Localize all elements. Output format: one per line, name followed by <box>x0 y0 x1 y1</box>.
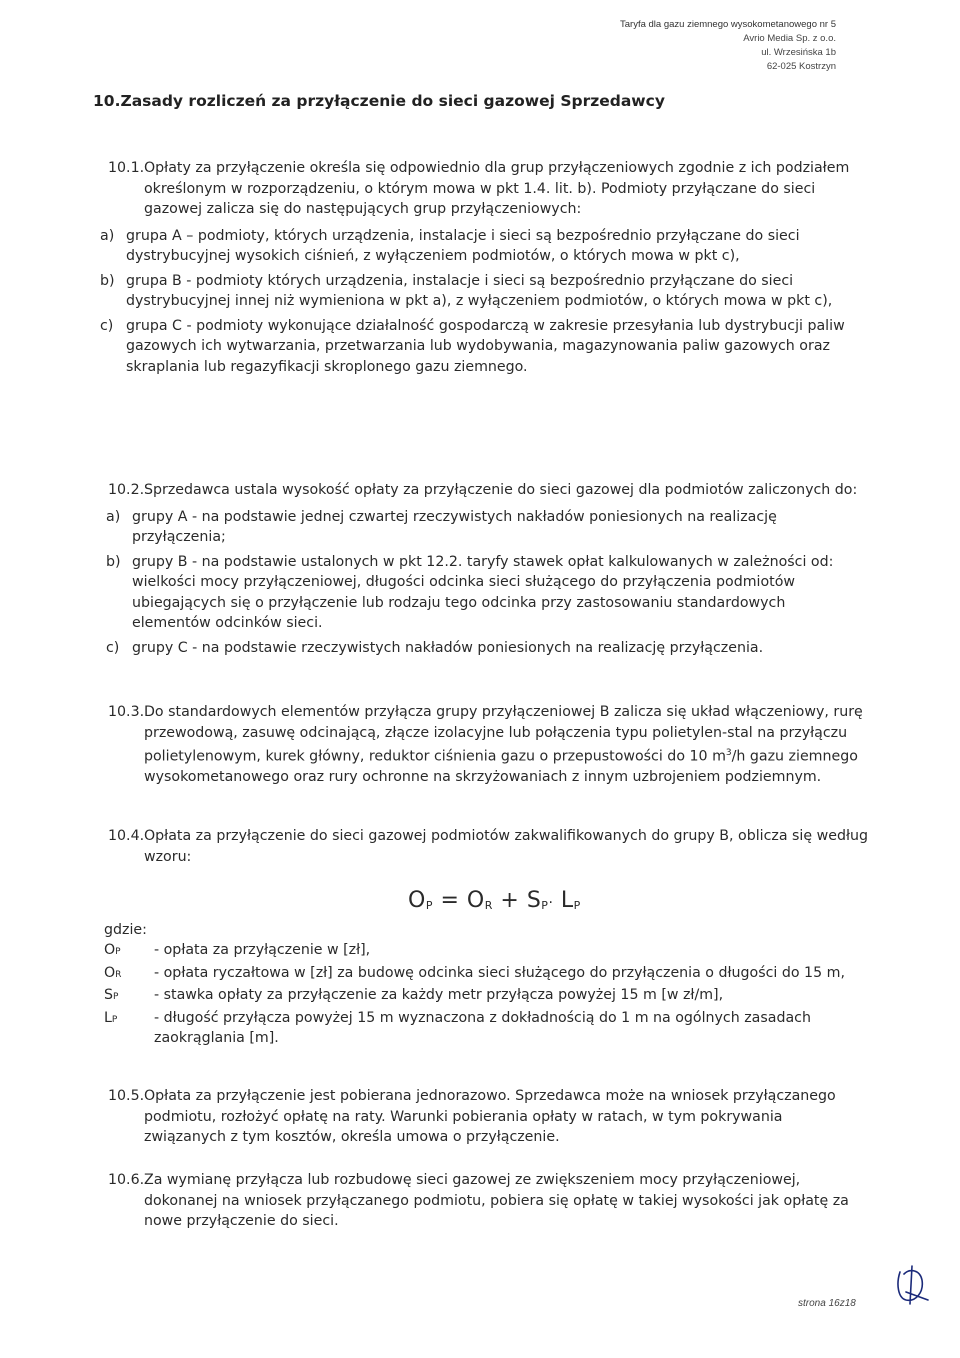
definition-item <box>104 963 874 984</box>
list-item <box>100 316 868 378</box>
formula-plus: + <box>500 888 520 913</box>
header-tariff-title: Taryfa dla gazu ziemnego wysokometanowego nr 5 <box>620 19 836 30</box>
formula-or: O <box>466 888 485 913</box>
list-item-label: a) <box>106 508 121 525</box>
section-number: 10.1. <box>108 160 145 176</box>
list-item-text: grupa A – podmioty, których urządzenia, instalacje i sieci są bezpośrednio przyłączane do sieci dystrybucyjnej wysokich ciśnień, z wyłączeniem podmiotów, o których mowa w pkt c), <box>126 227 800 264</box>
formula-op: O <box>408 888 426 913</box>
list-item-text: grupy B - na podstawie ustalonych w pkt 12.2. taryfy stawek opłat kalkulowanych w zależności od: wielkości mocy przyłączeniowej, długości odcinka sieci służącego do przyłączenia podmiotów ubiegających się o przyłączenie lub rodzaju tego odcinka przy zastosowaniu standardowych elementów odcinków sieci. <box>132 553 834 631</box>
definition-item <box>104 940 874 961</box>
formula-subscript: R <box>484 899 493 912</box>
page-header <box>620 18 836 74</box>
section-text-part: /h gazu ziemnego wysokometanowego oraz rury ochronne na skrzyżowaniach z innym uzbrojeniem podziemnym. <box>144 748 858 786</box>
list-item-text: grupa B - podmioty których urządzenia, instalacje i sieci są bezpośrednio przyłączane do sieci dystrybucyjnej innej niż wymieniona w pkt a), z wyłączeniem podmiotów, o których mowa w pkt c), <box>126 272 833 309</box>
list-item-label: c) <box>106 639 120 656</box>
formula-subscript: P <box>573 899 581 912</box>
list-item-label: c) <box>100 317 114 334</box>
definition-symbol: OR <box>104 964 122 981</box>
where-label: gdzie: <box>104 922 147 938</box>
list-item-text: grupa C - podmioty wykonujące działalność gospodarczą w zakresie przesyłania lub dystrybucji paliw gazowych ich wytwarzania, przetwarzania lub wydobywania, magazynowania paliw gazowych oraz skraplania lub regazyfikacji skroplonego gazu ziemnego. <box>126 317 845 375</box>
section-text-part: Do standardowych elementów przyłącza grupy przyłączeniowej B zalicza się układ włączeniowy, rurę przewodową, zasuwę odcinającą, złącze izolacyjne lub połączenia typu polietylen-stal na przyłączu polietylenowym, kurek główny, reduktor ciśnienia gazu o przepustowości do 10 m <box>144 704 863 765</box>
definition-text: - długość przyłącza powyżej 15 m wyznaczona z dokładnością do 1 m na ogólnych zasadach zaokrąglania [m]. <box>154 1009 811 1046</box>
formula-subscript: P <box>541 899 549 912</box>
definitions-list <box>104 940 874 1051</box>
section-10-1 <box>100 158 868 381</box>
section-text: Opłata za przyłączenie jest pobierana jednorazowo. Sprzedawca może na wniosek przyłączanego podmiotu, rozłożyć opłatę na raty. Warunki pobierania opłaty w ratach, w tym pokrywania związanych z tym kosztów, określa umowa o przyłączenie. <box>144 1088 836 1145</box>
header-postal-city: 62-025 Kostrzyn <box>766 61 836 72</box>
section-text: Opłaty za przyłączenie określa się odpowiednio dla grup przyłączeniowych zgodnie z ich podziałem określonym w rozporządzeniu, o którym mowa w pkt 1.4. lit. b). Podmioty przyłączane do sieci gazowej zalicza się do następujących grup przyłączeniowych: <box>144 160 850 217</box>
list-item-label: b) <box>100 272 115 289</box>
definition-text: - opłata za przyłączenie w [zł], <box>154 942 371 958</box>
section-text: Sprzedawca ustala wysokość opłaty za przyłączenie do sieci gazowej dla podmiotów zaliczonych do: <box>144 482 858 498</box>
list-item <box>100 226 868 267</box>
section-text <box>144 702 868 788</box>
section-number: 10.4. <box>108 828 145 844</box>
definition-symbol: SP <box>104 987 119 1003</box>
definition-item <box>104 1008 874 1049</box>
list-item-text: grupy C - na podstawie rzeczywistych nakładów poniesionych na realizację przyłączenia. <box>132 639 764 656</box>
formula <box>408 888 581 913</box>
list-item <box>100 271 868 312</box>
section-10-3 <box>108 702 868 788</box>
definition-symbol: LP <box>104 1009 118 1026</box>
definition-text: - stawka opłaty za przyłączenie za każdy metr przyłącza powyżej 15 m [w zł/m], <box>154 987 724 1003</box>
section-number: 10.5. <box>108 1088 145 1104</box>
list-item-text: grupy A - na podstawie jednej czwartej rzeczywistych nakładów poniesionych na realizację przyłączenia; <box>132 508 777 545</box>
section-10-5 <box>108 1086 868 1148</box>
formula-sp: S <box>526 888 542 913</box>
page-number: strona 16z18 <box>798 1298 856 1309</box>
list-item <box>106 552 868 634</box>
definition-text: - opłata ryczałtowa w [zł] za budowę odcinka sieci służącego do przyłączenia o długości do 15 m, <box>154 964 845 981</box>
list-item <box>106 638 868 659</box>
header-street: ul. Wrzesińska 1b <box>761 47 836 58</box>
superscript: 3 <box>725 748 732 758</box>
header-company-name: Avrio Media Sp. z o.o. <box>743 33 836 44</box>
definition-symbol: OP <box>104 942 121 958</box>
section-text: Za wymianę przyłącza lub rozbudowę sieci gazowej ze zwiększeniem mocy przyłączeniowej, dokonanej na wniosek przyłączanego podmiotu, pobiera się opłatę w takiej wysokości jak opłatę za nowe przyłączenie do sieci. <box>144 1172 849 1229</box>
formula-dot: · <box>548 895 554 911</box>
formula-subscript: P <box>425 899 433 912</box>
formula-lp: L <box>560 888 574 913</box>
section-10-4 <box>108 826 868 867</box>
signature-icon <box>892 1262 932 1306</box>
section-text: Opłata za przyłączenie do sieci gazowej podmiotów zakwalifikowanych do grupy B, oblicza się według wzoru: <box>144 828 868 865</box>
section-number: 10.3. <box>108 704 145 720</box>
section-10-2 <box>108 480 868 662</box>
section-number: 10.2. <box>108 482 145 498</box>
formula-equals: = <box>440 888 460 913</box>
section-number: 10.6. <box>108 1172 145 1188</box>
list-item <box>106 507 868 548</box>
list-item-label: b) <box>106 553 121 570</box>
section-10-6 <box>108 1170 868 1232</box>
section-title: 10.Zasady rozliczeń za przyłączenie do sieci gazowej Sprzedawcy <box>93 92 665 110</box>
definition-item <box>104 985 874 1006</box>
list-item-label: a) <box>100 227 115 244</box>
